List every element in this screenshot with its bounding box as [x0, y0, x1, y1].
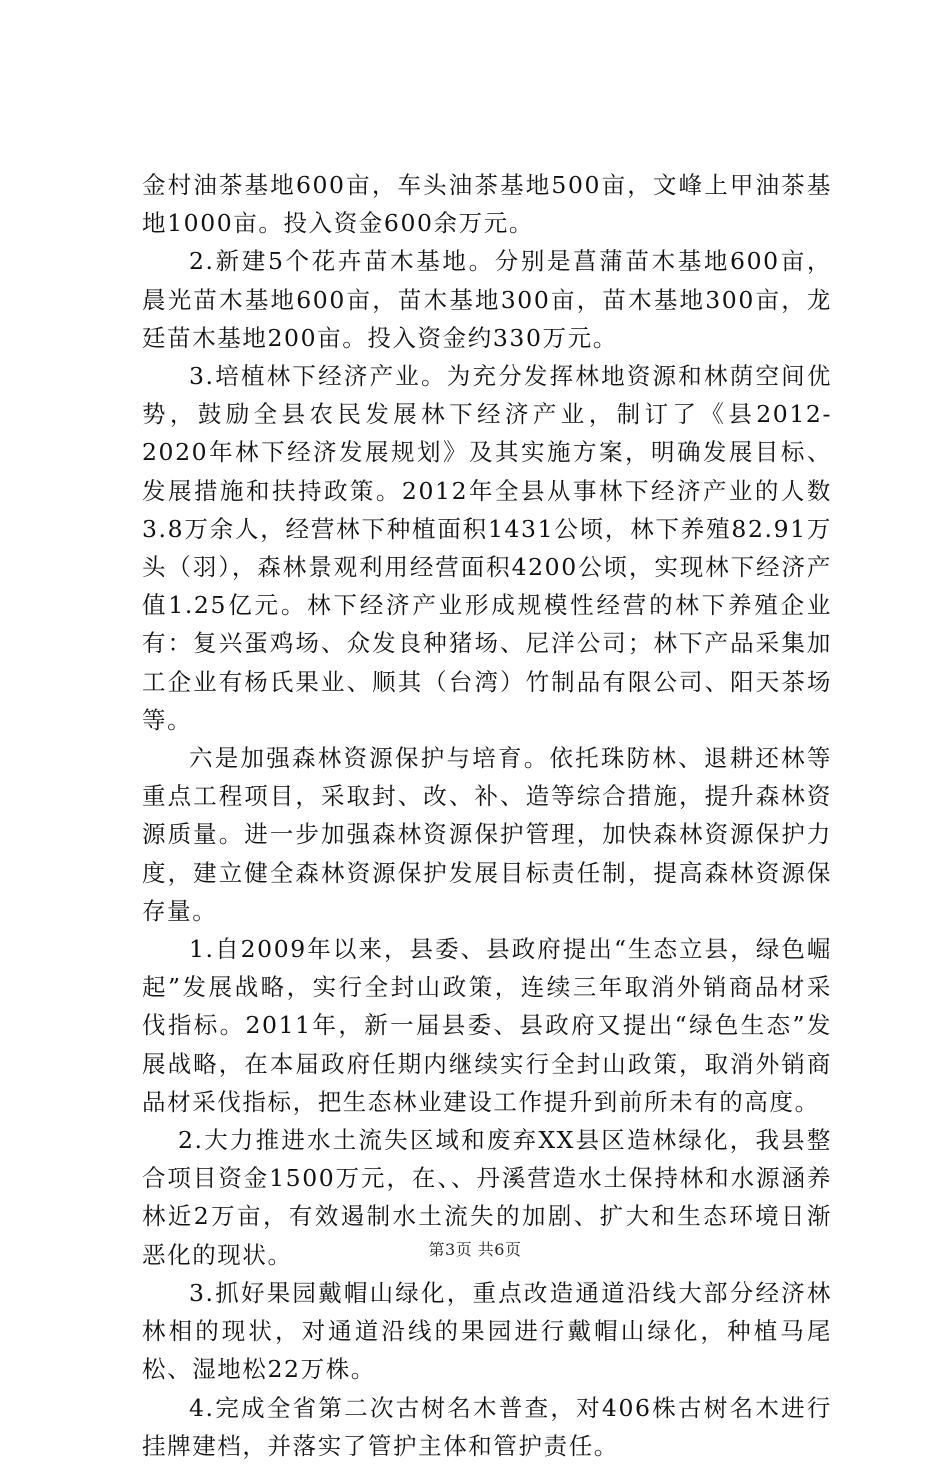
paragraph-item-2: 2.新建5个花卉苗木基地。分别是菖蒲苗木基地600亩，晨光苗木基地600亩，苗木基地300亩，苗木基地300亩，龙廷苗木基地200亩。投入资金约330万元。 — [142, 247, 832, 352]
paragraph-continuation: 金村油茶基地600亩，车头油茶基地500亩，文峰上甲油茶基地1000亩。投入资金600余万元。 — [142, 171, 832, 238]
paragraph-subitem-3: 3.抓好果园戴帽山绿化，重点改造通道沿线大部分经济林林相的现状，对通道沿线的果园进行戴帽山绿化，种植马尾松、湿地松22万株。 — [142, 1278, 832, 1384]
document-body — [142, 166, 832, 1465]
paragraph-section-six: 六是加强森林资源保护与培育。依托珠防林、退耕还林等重点工程项目，采取封、改、补、造等综合措施，提升森林资源质量。进一步加强森林资源保护管理，加快森林资源保护力度，建立健全森林资源保护发展目标责任制，提高森林资源保存量。 — [142, 744, 832, 925]
page-number-footer: 第3页 共6页 — [428, 1240, 522, 1259]
paragraph-subitem-2: 2.大力推进水土流失区域和废弃XX县区造林绿化，我县整合项目资金1500万元，在、、丹溪营造水土保持林和水源涵养林近2万亩，有效遏制水土流失的加剧、扩大和生态环境日渐恶化的现状。 — [142, 1126, 832, 1269]
paragraph-subitem-1: 1.自2009年以来，县委、县政府提出“生态立县，绿色崛起”发展战略，实行全封山政策，连续三年取消外销商品材采伐指标。2011年，新一届县委、县政府又提出“绿色生态”发展战略，在本届政府任期内继续实行全封山政策，取消外销商品材采伐指标，把生态林业建设工作提升到前所未有的高度。 — [142, 935, 832, 1116]
paragraph-subitem-4: 4.完成全省第二次古树名木普查，对406株古树名木进行挂牌建档，并落实了管护主体和管护责任。 — [142, 1393, 832, 1460]
paragraph-item-3: 3.培植林下经济产业。为充分发挥林地资源和林荫空间优势，鼓励全县农民发展林下经济产业，制订了《县2012-2020年林下经济发展规划》及其实施方案，明确发展目标、发展措施和扶持政策。2012年全县从事林下经济产业的人数3.8万余人，经营林下种植面积1431公顷，林下养殖82.91万头（羽），森林景观利用经营面积4200公顷，实现林下经济产值1.25亿元。林下经济产业形成规模性经营的林下养殖企业有：复兴蛋鸡场、众发良种猪场、尼洋公司；林下产品采集加工企业有杨氏果业、顺其（台湾）竹制品有限公司、阳天茶场等。 — [142, 362, 832, 734]
